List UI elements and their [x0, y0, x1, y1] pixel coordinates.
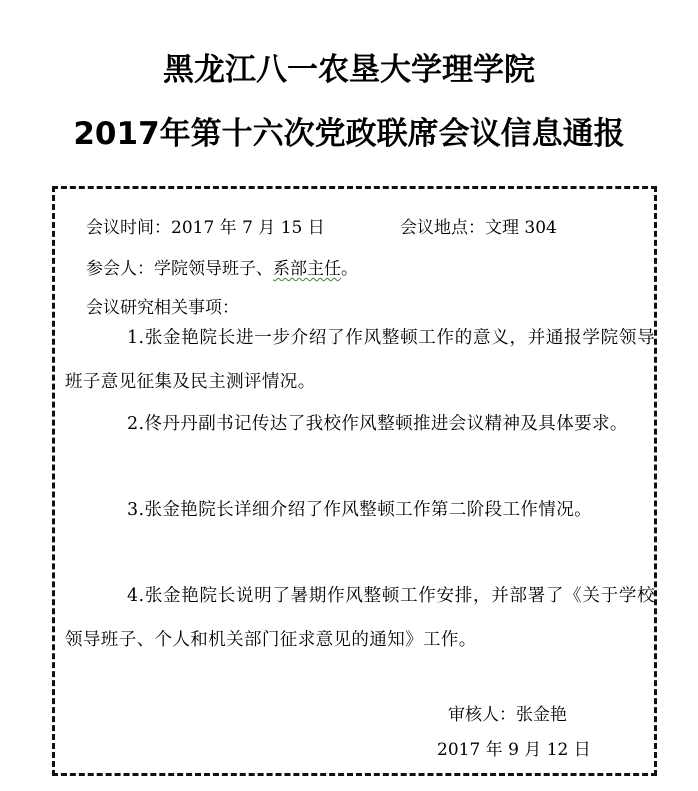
- item-paragraph: 3.张金艳院长详细介绍了作风整顿工作第二阶段工作情况。: [127, 500, 592, 520]
- items-heading: 会议研究相关事项：: [86, 298, 239, 318]
- meeting-attendees: [86, 257, 358, 281]
- item-paragraph: 1.张金艳院长进一步介绍了作风整顿工作的意义，并通报学院领导班子意见征集及民主测评情况。: [65, 328, 655, 392]
- attendees-marked: 系部主任: [273, 259, 341, 279]
- attendees-prefix: 参会人：学院领导班子、: [86, 259, 273, 279]
- document-title: 黑龙江八一农垦大学理学院: [163, 52, 535, 88]
- sign-date: 2017 年 9 月 12 日: [437, 740, 591, 760]
- meeting-place: 会议地点：文理 304: [400, 218, 557, 238]
- meeting-time: 会议时间：2017 年 7 月 15 日: [86, 218, 325, 238]
- attendees-suffix: 。: [341, 259, 358, 279]
- item-paragraph: 2.佟丹丹副书记传达了我校作风整顿推进会议精神及具体要求。: [127, 414, 628, 434]
- document-subtitle: 2017年第十六次党政联席会议信息通报: [73, 116, 625, 152]
- item-paragraph: 4.张金艳院长说明了暑期作风整顿工作安排，并部署了《关于学校领导班子、个人和机关部门征求意见的通知》工作。: [65, 586, 655, 650]
- reviewer: 审核人：张金艳: [448, 705, 567, 725]
